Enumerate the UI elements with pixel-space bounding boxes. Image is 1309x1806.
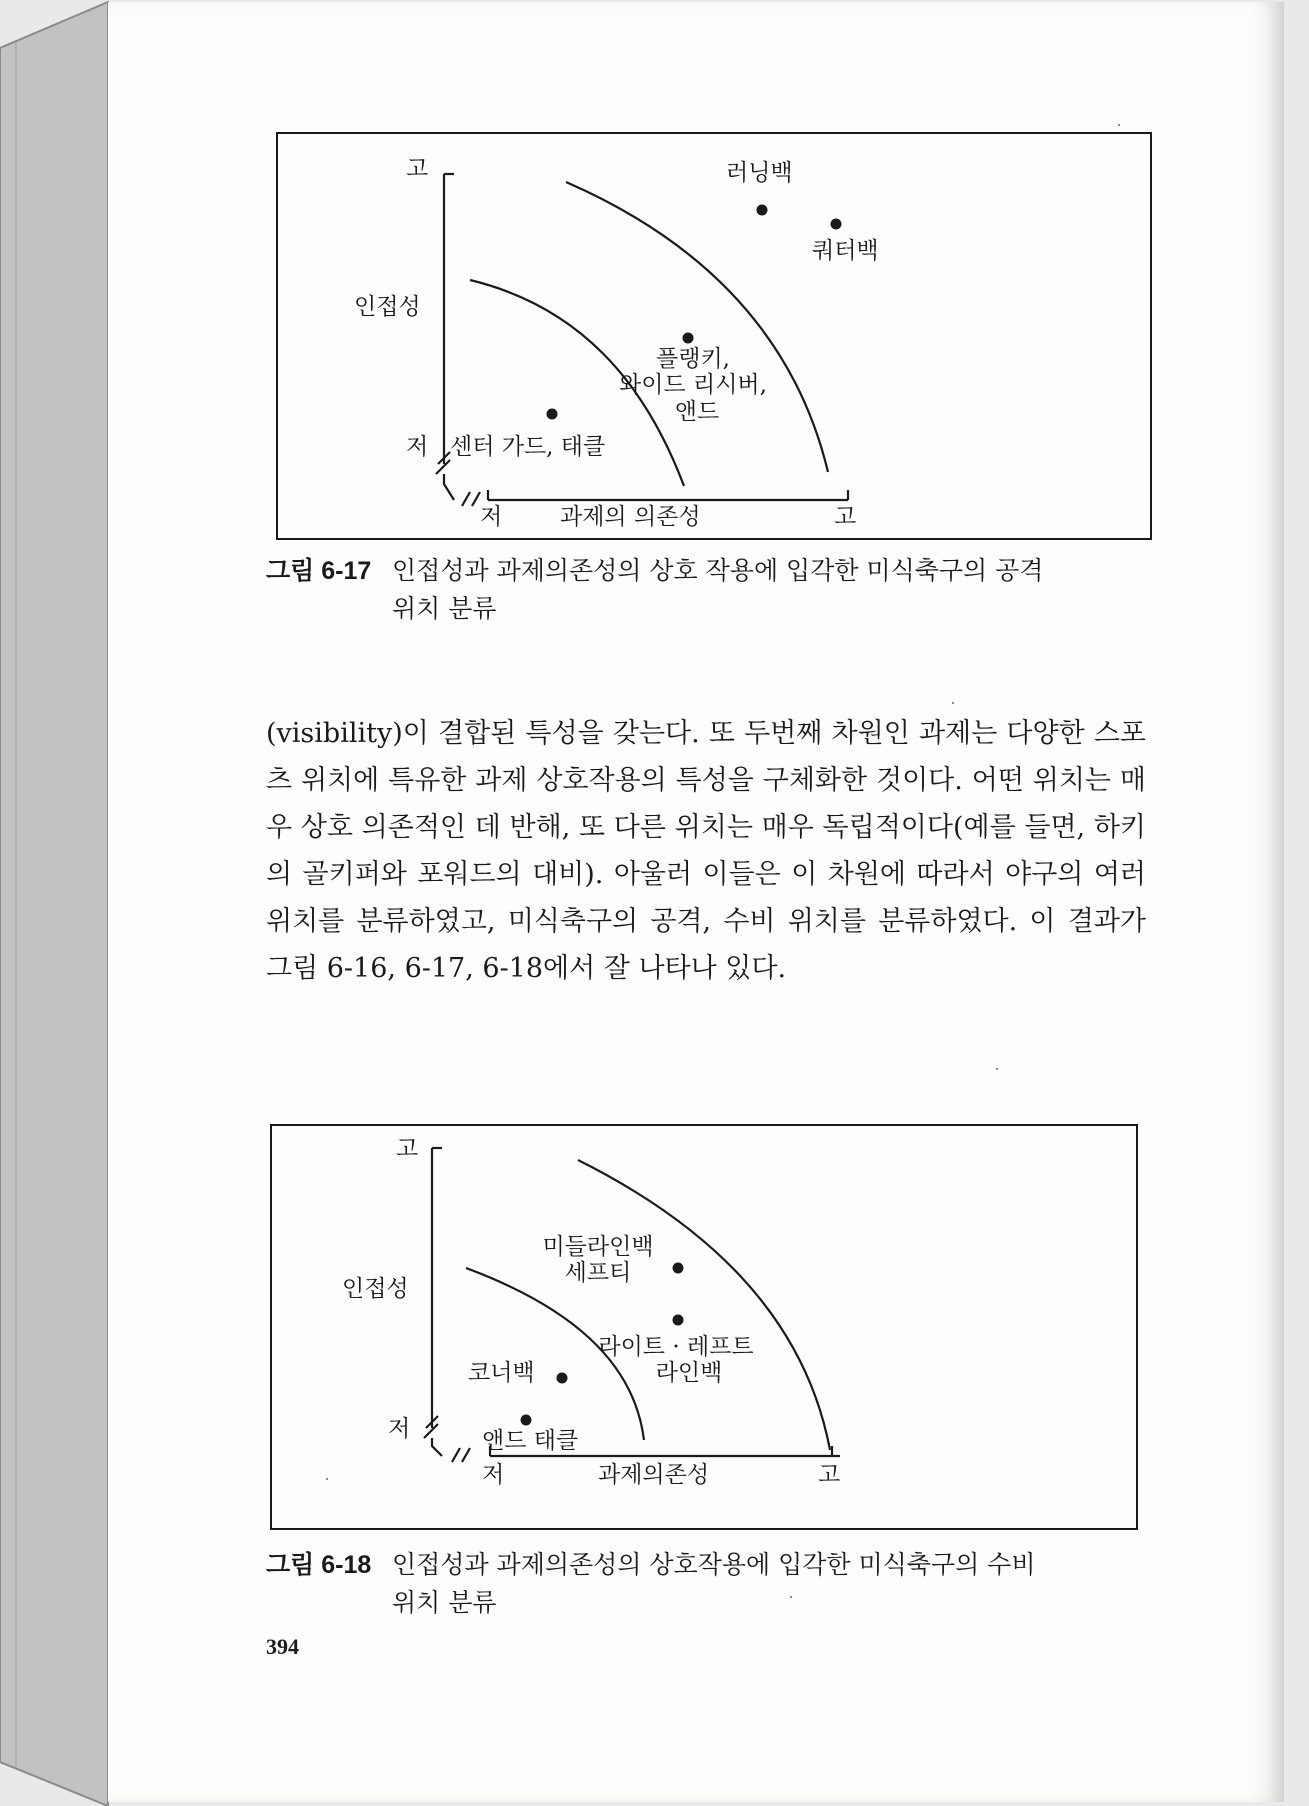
- caption-figure-6-17: [266, 552, 1146, 628]
- label-running-back: 러닝백: [726, 160, 793, 186]
- point-end-tackle: [521, 1415, 532, 1426]
- label-end-tackle: 앤드 태클: [482, 1428, 579, 1454]
- label-cornerback: 코너백: [468, 1360, 535, 1386]
- label-middle-linebacker-group: [528, 1234, 668, 1287]
- paper-speck: [326, 1478, 328, 1480]
- label-flanker-line3: 앤드: [674, 398, 720, 425]
- x-axis-high-label: 고: [818, 1462, 841, 1488]
- paper-speck: [952, 702, 954, 704]
- point-quarterback: [831, 219, 842, 230]
- label-right-left: 라이트 · 레프트: [598, 1334, 754, 1360]
- caption-line2: 위치 분류: [392, 594, 497, 623]
- label-middle-linebacker: 미들라인백: [542, 1234, 654, 1260]
- caption-figure-6-18: [266, 1546, 1146, 1622]
- figure-6-17-plot: [278, 134, 1150, 538]
- y-axis-high-label: 고: [406, 156, 429, 182]
- body-paragraph: [266, 710, 1146, 992]
- page-number: 394: [266, 1634, 299, 1659]
- paper-speck: [790, 1596, 792, 1598]
- point-right-left-linebacker: [673, 1315, 684, 1326]
- caption-number: 그림 6-17: [266, 557, 372, 585]
- body-paragraph-text: (visibility)이 결합된 특성을 갖는다. 또 두번째 차원인 과제는 다양한 스포츠 위치에 특유한 과제 상호작용의 특성을 구체화한 것이다. 어떤 위치는 매우 상호 의존적인 데 반해, 또 다른 위치는 매우 독립적이다(예를 들면, 하키의 골키퍼와 포워드의 대비). 아울러 이들은 이 차원에 따라서 야구의 여러 위치를 분류하였고, 미식축구의 공격, 수비 위치를 분류하였다. 이 결과가 그림 6-16, 6-17, 6-18에서 잘 나타나 있다.: [266, 718, 1146, 984]
- figure-6-18: [270, 1124, 1138, 1530]
- x-axis-break: [462, 492, 480, 506]
- label-flanker-line1: 플랭키,: [656, 346, 730, 372]
- outer-boundary-curve: [578, 1160, 830, 1450]
- y-axis-low-label: 저: [406, 434, 429, 460]
- point-center-guard: [547, 409, 558, 420]
- caption-line2: 위치 분류: [392, 1588, 497, 1617]
- y-axis-title: 인접성: [342, 1276, 409, 1302]
- x-axis-title: 과제의 의존성: [560, 504, 701, 530]
- label-flanker-line2: 와이드 리시버,: [619, 372, 767, 399]
- x-axis-low-label: 저: [480, 504, 503, 530]
- y-axis-title: 인접성: [354, 294, 421, 320]
- x-axis-low-label: 저: [482, 1462, 505, 1488]
- y-axis-high-label: 고: [396, 1136, 419, 1162]
- book-spine: [0, 0, 112, 1806]
- point-flanker: [683, 333, 694, 344]
- axis-corner: [444, 474, 454, 500]
- figure-6-17: [276, 132, 1152, 540]
- label-linebacker: 라인백: [655, 1360, 723, 1387]
- axis-corner: [432, 1438, 442, 1456]
- outer-boundary-curve: [566, 182, 828, 472]
- label-flanker-group: [608, 346, 778, 425]
- label-center-guard-tackle: 센터 가드, 태클: [450, 434, 606, 460]
- paper-speck: [996, 1068, 998, 1070]
- point-cornerback: [557, 1373, 568, 1384]
- paper-speck: [1118, 124, 1120, 126]
- point-running-back: [757, 205, 768, 216]
- x-axis-high-label: 고: [834, 504, 857, 530]
- caption-line1: 인접성과 과제의존성의 상호작용에 입각한 미식축구의 수비: [392, 1550, 1036, 1579]
- caption-line1: 인접성과 과제의존성의 상호 작용에 입각한 미식축구의 공격: [392, 556, 1044, 585]
- label-right-left-linebacker-group: [586, 1334, 766, 1387]
- x-axis-title: 과제의존성: [598, 1462, 710, 1488]
- caption-number: 그림 6-18: [266, 1551, 372, 1579]
- y-axis-low-label: 저: [388, 1416, 411, 1442]
- x-axis-break: [452, 1448, 470, 1462]
- label-safety: 세프티: [564, 1260, 632, 1287]
- label-quarterback: 쿼터백: [812, 238, 879, 264]
- point-middle-linebacker: [673, 1263, 684, 1274]
